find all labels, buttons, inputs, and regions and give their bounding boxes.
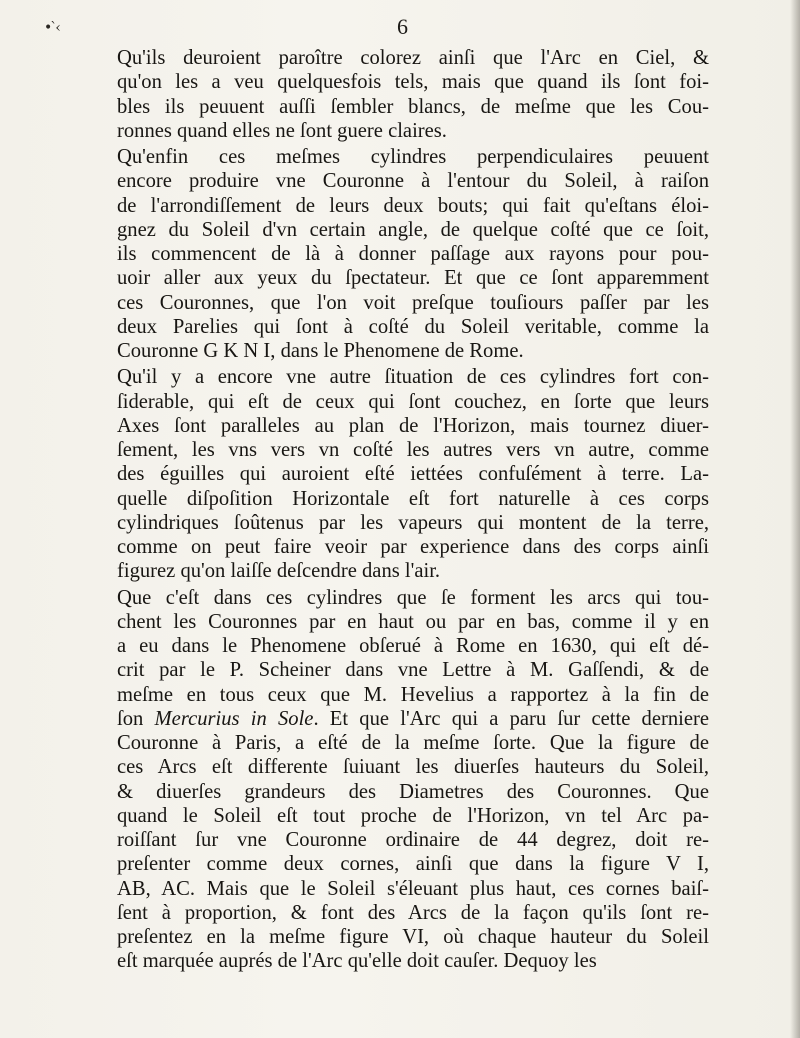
text-line: preſentez en la meſme figure VI, où chaque hauteur du Soleil xyxy=(117,926,709,948)
text-line: ſiderable, qui eſt de ceux qui ſont couchez, en ſorte que leurs xyxy=(117,390,709,413)
text-line: Axes ſont paralleles au plan de l'Horizon, mais tournez diuer- xyxy=(117,414,709,437)
text-line: uoir aller aux yeux du ſpectateur. Et que ce ſont apparemment xyxy=(117,267,709,290)
paragraph xyxy=(117,46,709,143)
text-line: AB, AC. Mais que le Soleil s'éleuant plus haut, ces cornes baiſ- xyxy=(117,877,709,900)
text-line: ronnes quand elles ne ſont guere claires. xyxy=(117,119,447,142)
text-line: Qu'enfin ces meſmes cylindres perpendiculaires peuuent xyxy=(117,146,709,168)
text-line: deux Parelies qui ſont à coſté du Soleil veritable, comme la xyxy=(117,315,709,338)
text-line: quelle diſpoſition Horizontale eſt fort naturelle à ces corps xyxy=(117,487,709,510)
page-edge-shadow xyxy=(790,0,800,1038)
text-line: chent les Couronnes par en haut ou par en bas, comme il y en xyxy=(117,610,709,633)
text-line: ſement, les vns vers vn coſté les autres vers vn autre, comme xyxy=(117,439,709,461)
text-line: meſme en tous ceux que M. Hevelius a rapportez à la fin de xyxy=(117,683,709,706)
text-line: ſent à proportion, & font des Arcs de la façon qu'ils ſont re- xyxy=(117,901,709,924)
text-line: preſenter comme deux cornes, ainſi que dans la figure V I, xyxy=(117,853,709,876)
corner-mark: •`‹ xyxy=(44,20,59,36)
text-line: ces Arcs eſt differente ſuiuant les diuerſes hauteurs du Soleil, xyxy=(117,756,709,779)
text-line: gnez du Soleil d'vn certain angle, de quelque coſté que ce ſoit, xyxy=(117,218,709,241)
text-line: crit par le P. Scheiner dans vne Lettre à M. Gaſſendi, & de xyxy=(117,659,709,682)
text-line: quand le Soleil eſt tout proche de l'Horizon, vn tel Arc pa- xyxy=(117,804,709,827)
text-line: encore produire vne Couronne à l'entour du Soleil, à raiſon xyxy=(117,170,709,193)
text-line: de l'arrondiſſement de leurs deux bouts; qui fait qu'eſtans éloi- xyxy=(117,194,709,217)
italic-title: Mercurius in Sole xyxy=(154,707,314,730)
text-line: figurez qu'on laiſſe deſcendre dans l'air. xyxy=(117,560,441,583)
text-line: & diuerſes grandeurs des Diametres des Couronnes. Que xyxy=(117,780,709,803)
paragraph xyxy=(117,586,709,974)
paragraph xyxy=(117,365,709,583)
body-text xyxy=(117,46,709,976)
page-number: 6 xyxy=(397,14,408,39)
text-line: Couronne à Paris, a eſté de la meſme ſorte. Que la figure de xyxy=(117,732,709,754)
text-line: qu'on les a veu quelquesfois tels, mais que quand ils ſont foi- xyxy=(117,71,709,94)
text-line: Couronne G K N I, dans le Phenomene de Rome. xyxy=(117,340,524,362)
text-line: bles ils peuuent auſſi ſembler blancs, de meſme que les Cou- xyxy=(117,95,709,118)
text-line: Qu'ils deuroient paroître colorez ainſi que l'Arc en Ciel, & xyxy=(117,47,709,69)
paragraph xyxy=(117,145,709,363)
text-line: ſon Mercurius in Sole. Et que l'Arc qui a paru ſur cette derniere xyxy=(117,707,709,730)
text-line: Que c'eſt dans ces cylindres que ſe forment les arcs qui tou- xyxy=(117,586,709,609)
text-line: a eu dans le Phenomene obſerué à Rome en 1630, qui eſt dé- xyxy=(117,635,709,657)
text-line: des éguilles qui auroient eſté iettées confuſément à terre. La- xyxy=(117,463,709,486)
text-line: eſt marquée auprés de l'Arc qu'elle doit cauſer. Dequoy les xyxy=(117,950,597,973)
text-line: ces Couronnes, que l'on voit preſque touſiours paſſer par les xyxy=(117,291,709,314)
text-line: Qu'il y a encore vne autre ſituation de ces cylindres fort con- xyxy=(117,366,709,389)
text-line: cylindriques ſoûtenus par les vapeurs qui montent de la terre, xyxy=(117,511,709,534)
text-line: ils commencent de là à donner paſſage aux rayons pour pou- xyxy=(117,243,709,265)
text-line: comme on peut faire veoir par experience dans des corps ainſi xyxy=(117,536,709,558)
text-line: roiſſant ſur vne Couronne ordinaire de 44 degrez, doit re- xyxy=(117,829,709,851)
